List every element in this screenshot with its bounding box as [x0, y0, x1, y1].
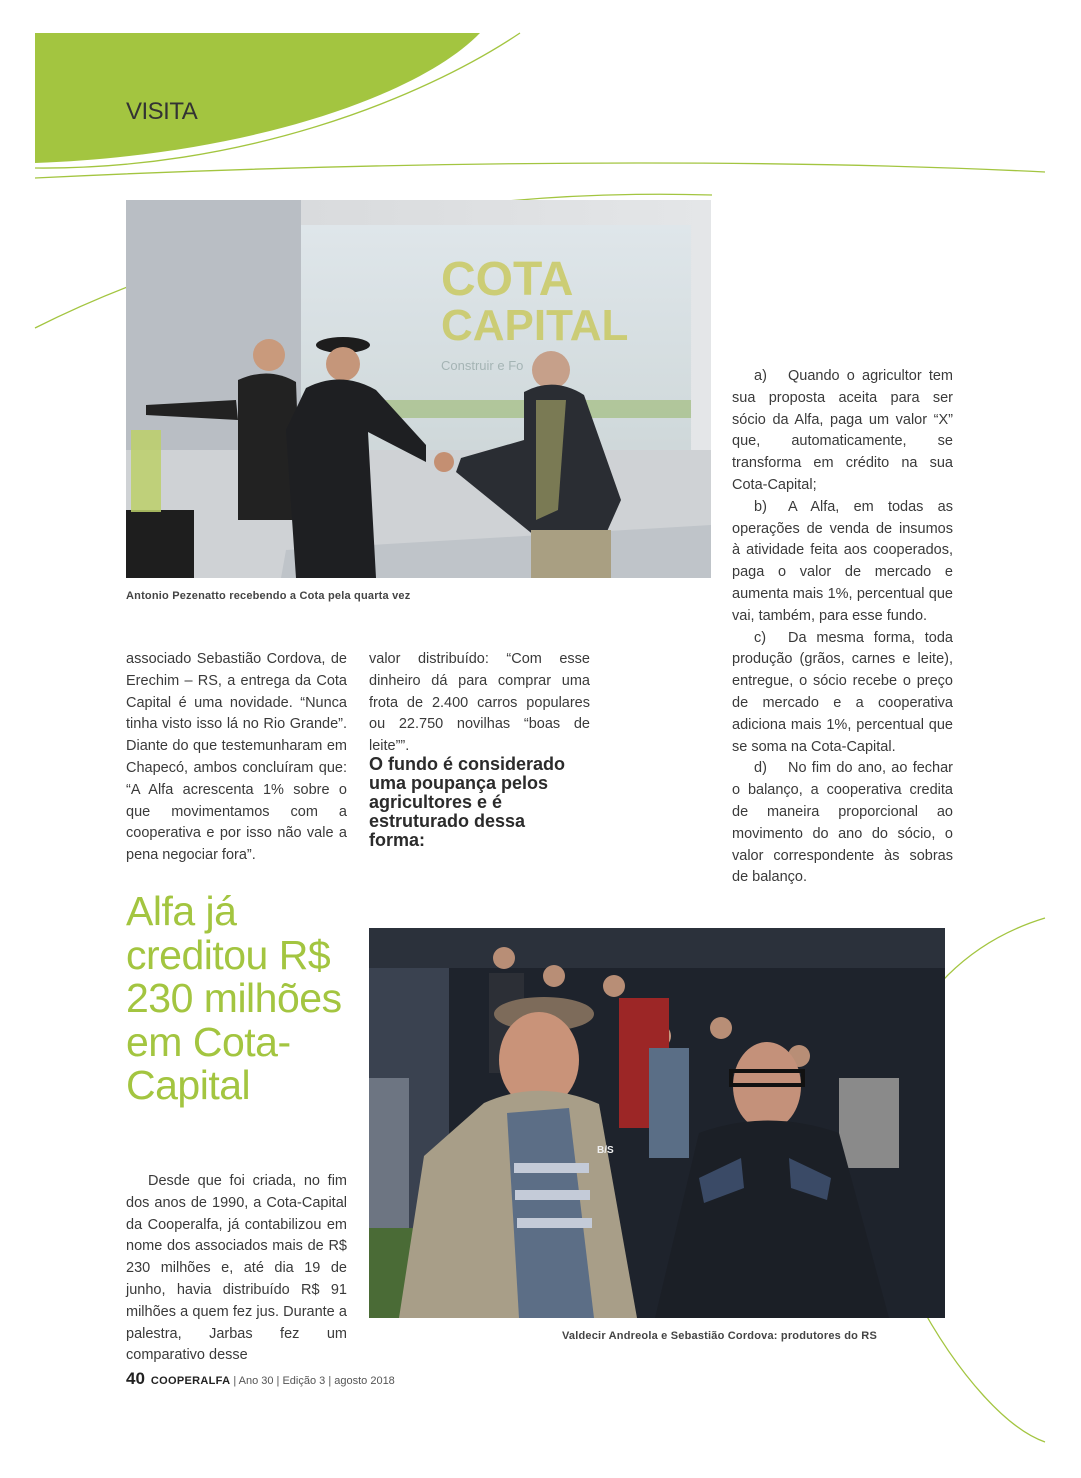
list-text: Quando o agricultor tem sua proposta aceita para ser sócio da Alfa, paga um valor “X” que, automaticamente, se transforma em crédito na sua Cota-Capital; — [732, 368, 953, 493]
photo-illustration — [369, 928, 945, 1318]
pull-quote: O fundo é considerado uma poupança pelos agricultores e é estruturado dessa forma: — [369, 754, 566, 850]
photo-illustration — [126, 200, 711, 578]
article-column-3 — [732, 366, 953, 889]
list-text: Da mesma forma, toda produção (grãos, carnes e leite), entregue, o sócio recebe o preço de mercado e a cooperativa adiciona mais 1%, percentual que se soma na Cota-Capital. — [732, 629, 953, 755]
list-letter: b) — [754, 498, 767, 515]
list-letter: c) — [754, 629, 767, 646]
article-headline: Alfa já creditou R$ 230 milhões em Cota-Capital — [126, 888, 342, 1108]
article-column-1 — [126, 649, 347, 867]
list-item — [732, 758, 953, 889]
screen-text-cota: COTA — [441, 253, 574, 306]
list-item — [732, 366, 953, 497]
photo-top-caption: Antonio Pezenatto recebendo a Cota pela quarta vez — [126, 590, 411, 602]
page-footer — [126, 1369, 395, 1389]
paragraph-col1: associado Sebastião Cordova, de Erechim – RS, a entrega da Cota Capital é uma novidade. “Nunca tinha visto isso lá no Rio Grande”. Diante do que testemunharam em Chapecó, ambos concluíram que: “A Alfa acrescenta 1% sobre o que movimentamos com a cooperativa e por isso não vale a pena negociar fora”. — [126, 651, 347, 864]
list-item — [732, 628, 953, 759]
band-curve-line-1 — [35, 163, 1045, 178]
magazine-name: COOPERALFA — [150, 1375, 231, 1387]
photo-producers — [369, 928, 945, 1318]
screen-text-tagline: Construir e Fo — [441, 358, 524, 373]
list-text: A Alfa, em todas as operações de venda de insumos à atividade feita aos cooperados, paga o valor de mercado e aumenta mais 1%, percentual que vai, também, para esse fundo. — [732, 498, 953, 624]
page-number: 40 — [126, 1369, 145, 1388]
jacket-label: B/S — [597, 1145, 614, 1156]
list-text: No fim do ano, ao fechar o balanço, a cooperativa credita de maneira proporcional ao movimento do ano do sócio, o valor correspondente às sobras de balanço. — [732, 760, 953, 886]
section-label: VISITA — [126, 98, 198, 125]
screen-text-capital: CAPITAL — [441, 301, 629, 350]
paragraph-col2: valor distribuído: “Com esse dinheiro dá para comprar uma frota de 2.400 carros populares ou 22.750 novilhas “boas de leite””. — [369, 651, 590, 755]
photo-bottom-caption: Valdecir Andreola e Sebastião Cordova: produtores do RS — [562, 1330, 877, 1342]
list-letter: a) — [754, 368, 767, 384]
photo-award-handshake — [126, 200, 711, 578]
article-column-2 — [369, 649, 590, 758]
paragraph-lower: Desde que foi criada, no fim dos anos de 1990, a Cota-Capital da Cooperalfa, já contabilizou em nome dos associados mais de R$ 230 milhões e, até dia 19 de junho, havia distribuído R$ 91 milhões a quem fez jus. Durante a palestra, Jarbas fez um comparativo desse — [126, 1173, 347, 1364]
article-lower-text — [126, 1171, 347, 1367]
header-green-swoosh — [35, 33, 480, 163]
list-item — [732, 497, 953, 628]
list-letter: d) — [754, 760, 767, 777]
issue-info: | Ano 30 | Edição 3 | agosto 2018 — [233, 1375, 395, 1387]
